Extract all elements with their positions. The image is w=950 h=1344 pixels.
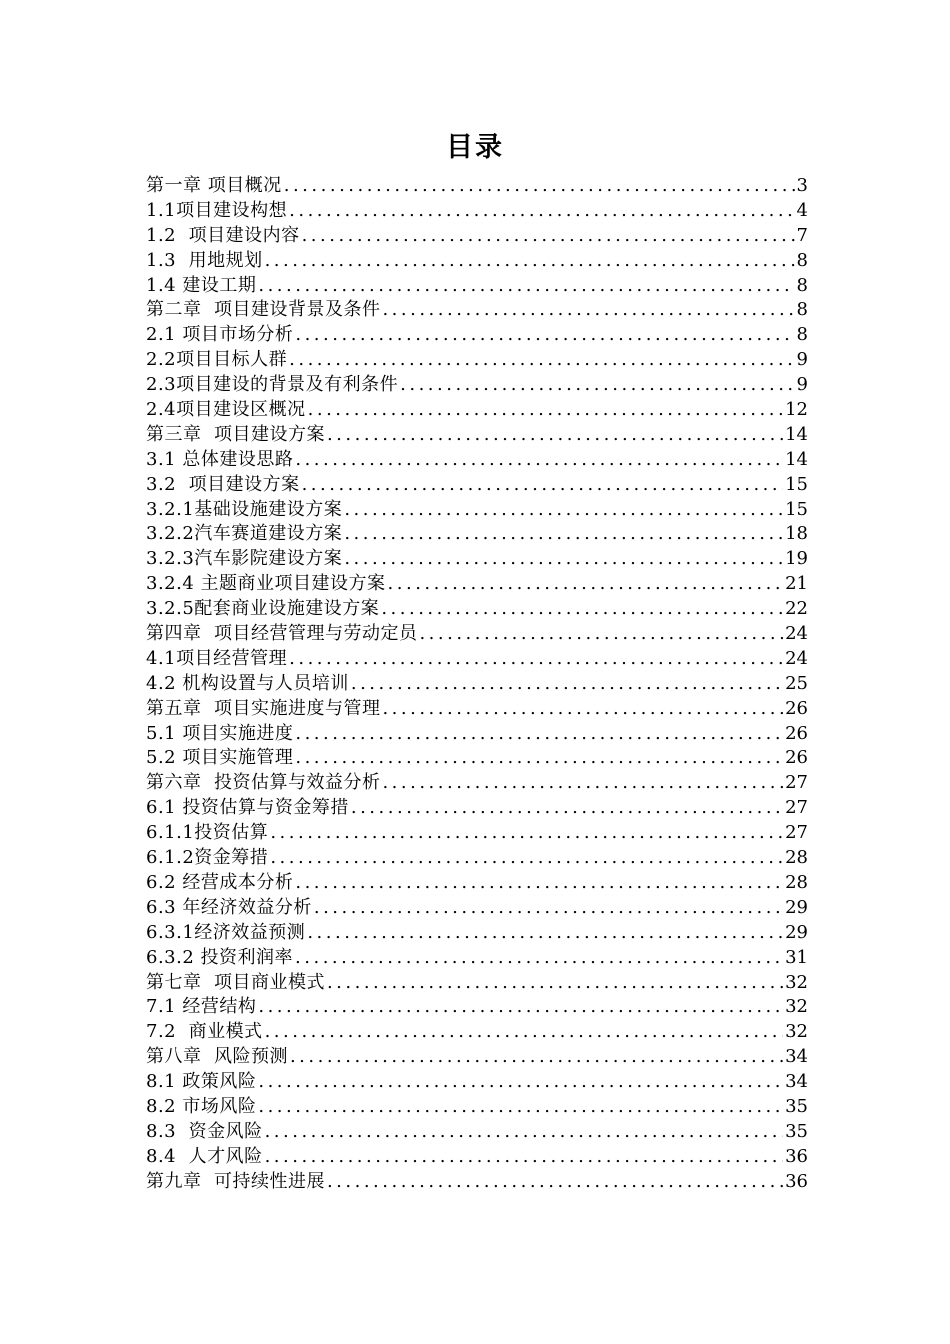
toc-dot-leader: [284, 174, 795, 199]
toc-entry-page-number: 26: [785, 747, 808, 769]
toc-dot-leader: [289, 647, 783, 672]
toc-entry-label: 3.2.3汽车影院建设方案: [146, 548, 343, 570]
toc-dot-leader: [308, 398, 783, 423]
toc-dot-leader: [382, 298, 794, 323]
toc-entry-page-number: 21: [785, 573, 808, 595]
toc-dot-leader: [270, 846, 783, 871]
toc-entry-page-number: 36: [785, 1145, 808, 1167]
toc-entry[interactable]: [146, 1170, 808, 1195]
toc-entry-page-number: 35: [785, 1095, 808, 1117]
toc-title: 目录: [446, 132, 504, 163]
toc-entry-page-number: 3: [796, 175, 808, 196]
toc-dot-leader: [289, 199, 794, 224]
toc-dot-leader: [295, 323, 794, 348]
toc-entry[interactable]: [146, 547, 808, 572]
toc-entry-page-number: 4: [796, 199, 808, 221]
toc-dot-leader: [327, 971, 783, 996]
toc-dot-leader: [290, 1045, 783, 1070]
toc-entry-label: 1.1项目建设构想: [146, 199, 288, 221]
toc-dot-leader: [258, 1095, 783, 1120]
toc-entry-label: 2.2项目目标人群: [146, 349, 288, 371]
toc-entry[interactable]: [146, 522, 808, 547]
toc-entry-label: 7.2 商业模式: [146, 1021, 263, 1043]
toc-entry[interactable]: [146, 1070, 808, 1095]
toc-entry-label: 6.1.1投资估算: [146, 822, 269, 844]
toc-entry-page-number: 8: [796, 274, 808, 296]
toc-entry-page-number: 15: [785, 498, 808, 520]
toc-entry-label: 第三章 项目建设方案: [146, 423, 325, 445]
toc-entry[interactable]: [146, 697, 808, 722]
toc-entry-label: 4.2 机构设置与人员培训: [146, 672, 349, 694]
toc-entry-label: 1.4 建设工期: [146, 274, 257, 296]
toc-entry[interactable]: [146, 572, 808, 597]
toc-dot-leader: [382, 771, 783, 796]
toc-dot-leader: [302, 224, 795, 249]
toc-entry-label: 6.3.1经济效益预测: [146, 921, 306, 943]
toc-entry-label: 5.1 项目实施进度: [146, 722, 294, 744]
toc-entry[interactable]: [146, 647, 808, 672]
toc-entry-label: 6.3.2 投资利润率: [146, 946, 294, 968]
toc-entry[interactable]: [146, 771, 808, 796]
toc-entry[interactable]: [146, 1145, 808, 1170]
toc-entry-label: 5.2 项目实施管理: [146, 747, 294, 769]
toc-dot-leader: [382, 697, 783, 722]
toc-dot-leader: [351, 672, 783, 697]
toc-entry[interactable]: [146, 672, 808, 697]
toc-dot-leader: [265, 1020, 784, 1045]
toc-entry[interactable]: [146, 224, 808, 249]
toc-entry-label: 3.2 项目建设方案: [146, 473, 300, 495]
toc-dot-leader: [327, 1170, 783, 1195]
toc-entry[interactable]: [146, 597, 808, 622]
toc-entry-page-number: 28: [785, 847, 808, 869]
toc-entry-page-number: 8: [796, 249, 808, 271]
toc-entry-page-number: 32: [785, 1021, 808, 1043]
toc-entry-label: 3.1 总体建设思路: [146, 448, 294, 470]
toc-dot-leader: [295, 448, 783, 473]
toc-entry-label: 3.2.4 主题商业项目建设方案: [146, 573, 386, 595]
toc-entry-page-number: 12: [785, 399, 808, 421]
toc-entry[interactable]: [146, 448, 808, 473]
toc-entry[interactable]: [146, 796, 808, 821]
toc-entry-label: 6.1 投资估算与资金筹措: [146, 797, 349, 819]
toc-entry-page-number: 35: [785, 1120, 808, 1142]
toc-entry-label: 8.4 人才风险: [146, 1145, 263, 1167]
toc-entry-label: 2.1 项目市场分析: [146, 324, 294, 346]
toc-entry[interactable]: [146, 871, 808, 896]
toc-entry-page-number: 25: [785, 672, 808, 694]
toc-entry-page-number: 34: [785, 1071, 808, 1093]
toc-entry-label: 7.1 经营结构: [146, 996, 257, 1018]
toc-entry-page-number: 15: [785, 473, 808, 495]
toc-dot-leader: [258, 274, 794, 299]
toc-dot-leader: [302, 473, 784, 498]
toc-entry[interactable]: [146, 348, 808, 373]
toc-entry-page-number: 27: [785, 822, 808, 844]
toc-entry-page-number: 14: [785, 448, 808, 470]
toc-entry[interactable]: [146, 473, 808, 498]
toc-entry-label: 第四章 项目经营管理与劳动定员: [146, 623, 418, 645]
toc-entry-page-number: 26: [785, 697, 808, 719]
toc-entry-label: 8.2 市场风险: [146, 1095, 257, 1117]
toc-dot-leader: [265, 249, 795, 274]
toc-entry-label: 6.3 年经济效益分析: [146, 896, 312, 918]
toc-entry[interactable]: [146, 398, 808, 423]
toc-entry-label: 3.2.2汽车赛道建设方案: [146, 523, 343, 545]
toc-entry-page-number: 24: [785, 623, 808, 645]
toc-dot-leader: [295, 722, 783, 747]
toc-entry-page-number: 32: [785, 996, 808, 1018]
toc-entry[interactable]: [146, 622, 808, 647]
toc-entry[interactable]: [146, 373, 808, 398]
toc-dot-leader: [400, 373, 794, 398]
toc-entry-page-number: 27: [785, 797, 808, 819]
table-of-contents: [146, 174, 808, 1195]
toc-entry-label: 8.1 政策风险: [146, 1071, 257, 1093]
toc-entry[interactable]: [146, 274, 808, 299]
toc-entry[interactable]: [146, 896, 808, 921]
toc-entry-label: 6.2 经营成本分析: [146, 871, 294, 893]
toc-entry-page-number: 8: [796, 324, 808, 346]
toc-entry-label: 第九章 可持续性进展: [146, 1170, 325, 1192]
toc-entry-label: 4.1项目经营管理: [146, 647, 288, 669]
toc-entry-page-number: 9: [796, 374, 808, 396]
toc-entry-label: 1.2 项目建设内容: [146, 224, 300, 246]
toc-dot-leader: [295, 746, 783, 771]
toc-dot-leader: [270, 821, 783, 846]
toc-entry-page-number: 19: [785, 548, 808, 570]
toc-entry-label: 第五章 项目实施进度与管理: [146, 697, 381, 719]
toc-entry-page-number: 24: [785, 647, 808, 669]
toc-entry[interactable]: [146, 722, 808, 747]
toc-entry-page-number: 32: [785, 971, 808, 993]
toc-entry-label: 第一章 项目概况: [146, 175, 282, 196]
toc-dot-leader: [258, 1070, 783, 1095]
toc-entry-label: 第八章 风险预测: [146, 1046, 288, 1068]
toc-entry-label: 3.2.1基础设施建设方案: [146, 498, 343, 520]
toc-entry[interactable]: [146, 423, 808, 448]
toc-entry-label: 2.3项目建设的背景及有利条件: [146, 374, 399, 396]
toc-entry-label: 2.4项目建设区概况: [146, 399, 306, 421]
toc-entry[interactable]: [146, 298, 808, 323]
toc-entry[interactable]: [146, 821, 808, 846]
toc-entry[interactable]: [146, 174, 808, 199]
toc-dot-leader: [314, 896, 783, 921]
toc-dot-leader: [295, 871, 783, 896]
toc-dot-leader: [381, 597, 783, 622]
toc-dot-leader: [419, 622, 783, 647]
toc-entry[interactable]: [146, 746, 808, 771]
toc-dot-leader: [289, 348, 794, 373]
toc-entry-page-number: 9: [796, 349, 808, 371]
toc-dot-leader: [265, 1145, 784, 1170]
toc-dot-leader: [295, 946, 783, 971]
toc-entry[interactable]: [146, 946, 808, 971]
toc-entry[interactable]: [146, 995, 808, 1020]
toc-dot-leader: [258, 995, 783, 1020]
toc-entry[interactable]: [146, 199, 808, 224]
toc-dot-leader: [307, 921, 783, 946]
toc-entry-page-number: 22: [785, 598, 808, 620]
toc-dot-leader: [344, 498, 783, 523]
toc-entry[interactable]: [146, 846, 808, 871]
toc-entry-label: 第七章 项目商业模式: [146, 971, 325, 993]
toc-dot-leader: [388, 572, 784, 597]
toc-entry[interactable]: [146, 1045, 808, 1070]
toc-entry[interactable]: [146, 498, 808, 523]
toc-entry[interactable]: [146, 323, 808, 348]
toc-dot-leader: [351, 796, 783, 821]
toc-entry-label: 第六章 投资估算与效益分析: [146, 772, 381, 794]
toc-entry-page-number: 14: [785, 423, 808, 445]
toc-dot-leader: [344, 522, 783, 547]
toc-entry[interactable]: [146, 249, 808, 274]
toc-entry-label: 3.2.5配套商业设施建设方案: [146, 598, 380, 620]
toc-entry-page-number: 31: [785, 946, 808, 968]
toc-dot-leader: [327, 423, 783, 448]
toc-dot-leader: [344, 547, 783, 572]
toc-entry-page-number: 34: [785, 1046, 808, 1068]
toc-entry-label: 1.3 用地规划: [146, 249, 263, 271]
toc-entry-label: 6.1.2资金筹措: [146, 847, 269, 869]
toc-entry-label: 8.3 资金风险: [146, 1120, 263, 1142]
toc-entry-page-number: 18: [785, 523, 808, 545]
toc-entry-page-number: 28: [785, 871, 808, 893]
toc-entry[interactable]: [146, 1120, 808, 1145]
toc-entry[interactable]: [146, 1020, 808, 1045]
toc-entry[interactable]: [146, 971, 808, 996]
toc-entry-page-number: 7: [796, 224, 808, 246]
toc-dot-leader: [265, 1120, 784, 1145]
toc-entry-page-number: 29: [785, 896, 808, 918]
toc-entry[interactable]: [146, 921, 808, 946]
toc-entry-page-number: 8: [796, 299, 808, 321]
toc-entry-page-number: 36: [785, 1170, 808, 1192]
toc-entry-page-number: 29: [785, 921, 808, 943]
toc-entry-label: 第二章 项目建设背景及条件: [146, 299, 381, 321]
toc-entry-page-number: 27: [785, 772, 808, 794]
toc-entry-page-number: 26: [785, 722, 808, 744]
toc-entry[interactable]: [146, 1095, 808, 1120]
